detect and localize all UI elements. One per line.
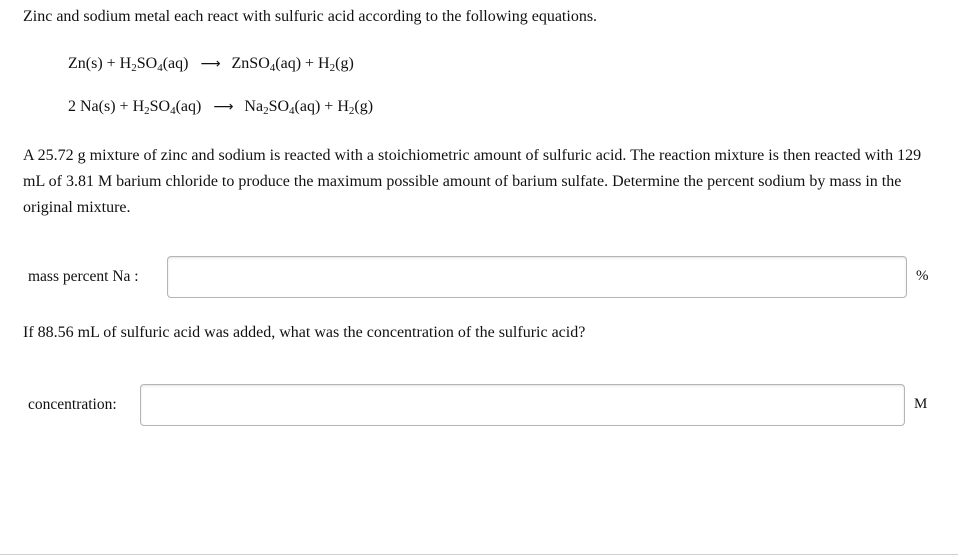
divider [0, 554, 958, 555]
intro-text: Zinc and sodium metal each react with sulfuric acid according to the following equations. [23, 8, 598, 25]
eq2-reactants: 2 Na(s) + H [68, 98, 145, 115]
eq2-products: Na [244, 98, 264, 115]
concentration-input[interactable] [140, 384, 905, 426]
question-2-text: If 88.56 mL of sulfuric acid was added, what was the concentration of the sulfuric acid? [23, 324, 586, 341]
eq1-products: ZnSO [231, 55, 270, 72]
molarity-unit: M [914, 396, 928, 412]
mass-percent-input[interactable] [167, 256, 907, 298]
eq1-reactants: Zn(s) + H [68, 55, 132, 72]
equation-sodium: 2 $Na(s) + H_2SO_4(aq)$ ⟶ $Na_2SO_4(aq) + H_2(g)$ [68, 98, 374, 117]
mass-percent-label: mass percent Na : [28, 268, 139, 285]
reaction-arrow-icon: ⟶ [213, 99, 234, 115]
reaction-arrow-icon: ⟶ [200, 56, 221, 72]
problem-statement: A 25.72 g mixture of zinc and sodium is reacted with a stoichiometric amount of sulfuric acid. The reaction mixture is then reacted with 129 mL of 3.81 M barium chloride to produce the maximum possible amount of barium sulfate. Determine the percent sodium by mass in the original mixture. [23, 147, 922, 216]
equation-zinc: $Zn(s) + H_2SO_4(aq)$ ⟶ ZnSO$_4$(aq) + $H_2(g)$ [68, 55, 354, 74]
concentration-label: concentration: [28, 396, 117, 413]
percent-unit: % [916, 268, 929, 284]
